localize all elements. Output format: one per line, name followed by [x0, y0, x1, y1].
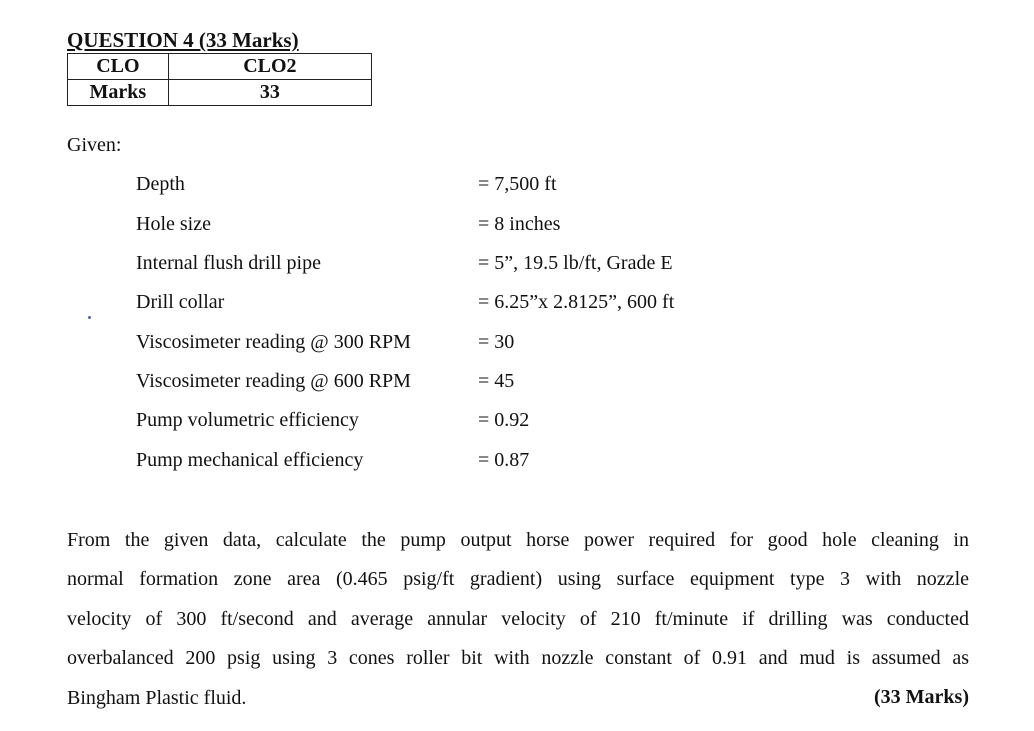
given-item-label: Depth — [136, 173, 185, 195]
problem-line: From the given data, calculate the pump output horse power required for good hole cleaning in — [67, 529, 969, 551]
problem-marks: (33 Marks) — [874, 686, 969, 708]
given-item-label: Viscosimeter reading @ 300 RPM — [136, 331, 411, 353]
table-row — [68, 54, 372, 80]
given-item-visc-600 — [0, 368, 1034, 394]
given-item-depth — [0, 171, 1034, 197]
given-item-label: Viscosimeter reading @ 600 RPM — [136, 370, 411, 392]
given-item-value: = 7,500 ft — [478, 173, 557, 195]
given-item-label: Internal flush drill pipe — [136, 252, 321, 274]
problem-line: normal formation zone area (0.465 psig/ft gradient) using surface equipment type 3 with nozzle — [67, 568, 969, 591]
given-item-label: Pump volumetric efficiency — [136, 409, 359, 431]
clo-value: CLO2 — [168, 54, 371, 80]
clo-marks-table — [67, 53, 372, 106]
given-item-mech-eff — [0, 447, 1034, 473]
given-item-drill-pipe — [0, 250, 1034, 276]
given-heading: Given: — [67, 134, 122, 156]
problem-line: Bingham Plastic fluid. — [67, 686, 247, 709]
given-item-drill-collar — [0, 289, 1034, 315]
given-item-vol-eff — [0, 407, 1034, 433]
marks-value: 33 — [168, 80, 371, 106]
given-item-label: Drill collar — [136, 291, 225, 313]
problem-paragraph — [67, 521, 969, 718]
marks-label: Marks — [68, 80, 169, 106]
given-item-value: = 5”, 19.5 lb/ft, Grade E — [478, 252, 673, 274]
given-item-visc-300 — [0, 329, 1034, 355]
given-item-value: = 8 inches — [478, 213, 561, 235]
given-item-label: Hole size — [136, 213, 211, 235]
problem-line: overbalanced 200 psig using 3 cones roller bit with nozzle constant of 0.91 and mud is assumed as — [67, 647, 969, 670]
given-item-value: = 0.87 — [478, 449, 530, 471]
problem-line: velocity of 300 ft/second and average annular velocity of 210 ft/minute if drilling was conducted — [67, 607, 969, 630]
question-title: QUESTION 4 (33 Marks) — [67, 28, 299, 52]
given-item-hole-size — [0, 211, 1034, 237]
given-item-value: = 6.25”x 2.8125”, 600 ft — [478, 291, 675, 313]
given-item-value: = 0.92 — [478, 409, 530, 431]
given-item-label: Pump mechanical efficiency — [136, 449, 364, 471]
clo-label: CLO — [68, 54, 169, 80]
table-row — [68, 80, 372, 106]
given-item-value: = 30 — [478, 331, 515, 353]
stray-dot — [88, 316, 91, 319]
given-item-value: = 45 — [478, 370, 515, 392]
